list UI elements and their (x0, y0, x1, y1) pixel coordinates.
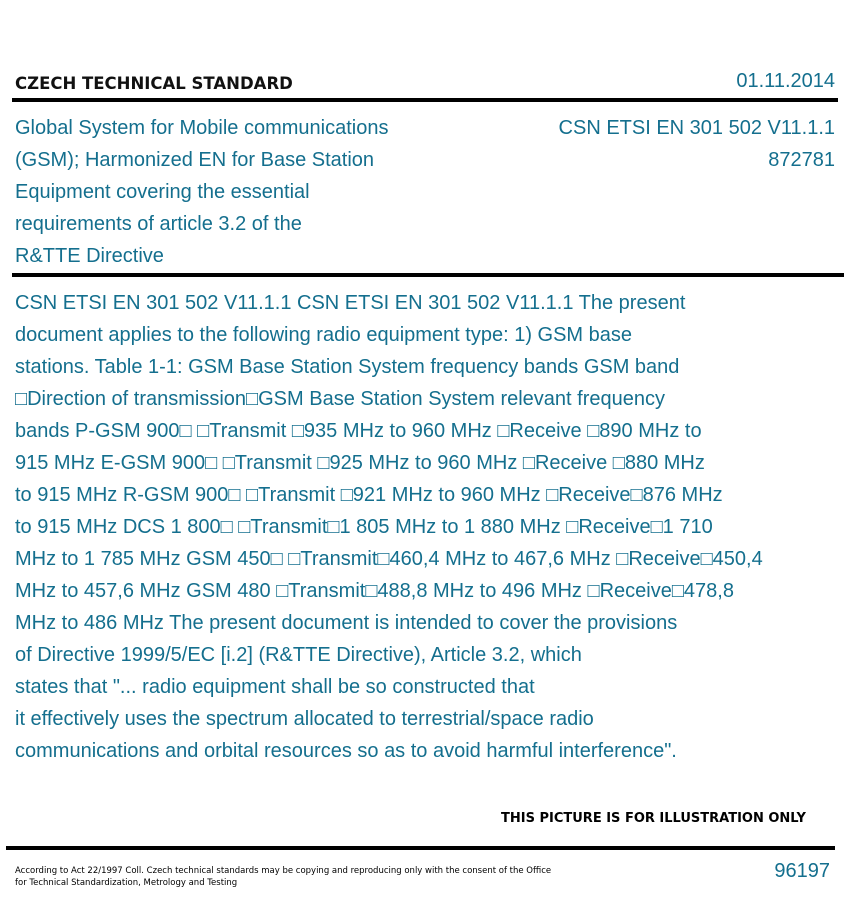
footer-number: 96197 (774, 860, 830, 882)
title-line: Global System for Mobile communications (15, 117, 389, 139)
title-line: R&TTE Directive (15, 245, 164, 267)
standard-heading: CZECH TECHNICAL STANDARD (15, 74, 293, 93)
body-line: bands P-GSM 900□ □Transmit □935 MHz to 960 MHz □Receive □890 MHz to (15, 420, 702, 442)
header-divider (12, 98, 838, 102)
body-line: communications and orbital resources so as to avoid harmful interference". (15, 740, 677, 762)
footer-divider (6, 846, 835, 850)
body-line: MHz to 486 MHz The present document is intended to cover the provisions (15, 612, 678, 634)
body-line: states that "... radio equipment shall be so constructed that (15, 676, 535, 698)
body-line: document applies to the following radio equipment type: 1) GSM base (15, 324, 633, 346)
body-line: □Direction of transmission□GSM Base Station System relevant frequency (15, 388, 665, 410)
standard-identifier (559, 112, 835, 176)
abstract-text (15, 287, 843, 767)
catalog-number: 872781 (768, 149, 835, 171)
standard-code: CSN ETSI EN 301 502 V11.1.1 (558, 117, 835, 139)
body-line: MHz to 1 785 MHz GSM 450□ □Transmit□460,4 MHz to 467,6 MHz □Receive□450,4 (15, 548, 763, 570)
title-line: (GSM); Harmonized EN for Base Station (15, 149, 375, 171)
title-line: Equipment covering the essential (15, 181, 310, 203)
document-title (15, 112, 445, 272)
illustration-note: THIS PICTURE IS FOR ILLUSTRATION ONLY (501, 811, 806, 826)
body-line: it effectively uses the spectrum allocated to terrestrial/space radio (15, 708, 594, 730)
body-line: stations. Table 1-1: GSM Base Station System frequency bands GSM band (15, 356, 680, 378)
legal-notice (15, 865, 551, 889)
body-line: to 915 MHz DCS 1 800□ □Transmit□1 805 MHz to 1 880 MHz □Receive□1 710 (15, 516, 713, 538)
body-line: of Directive 1999/5/EC [i.2] (R&TTE Directive), Article 3.2, which (15, 644, 582, 666)
title-line: requirements of article 3.2 of the (15, 213, 302, 235)
body-line: MHz to 457,6 MHz GSM 480 □Transmit□488,8 MHz to 496 MHz □Receive□478,8 (15, 580, 734, 602)
body-line: 915 MHz E-GSM 900□ □Transmit □925 MHz to 960 MHz □Receive □880 MHz (15, 452, 705, 474)
body-line: CSN ETSI EN 301 502 V11.1.1 CSN ETSI EN 301 502 V11.1.1 The present (15, 292, 686, 314)
legal-line: According to Act 22/1997 Coll. Czech technical standards may be copying and reproducing only with the consent of the Office (15, 866, 552, 876)
publication-date: 01.11.2014 (736, 70, 835, 92)
body-line: to 915 MHz R-GSM 900□ □Transmit □921 MHz to 960 MHz □Receive□876 MHz (15, 484, 723, 506)
title-divider (12, 273, 844, 277)
legal-line: for Technical Standardization, Metrology and Testing (15, 878, 238, 888)
